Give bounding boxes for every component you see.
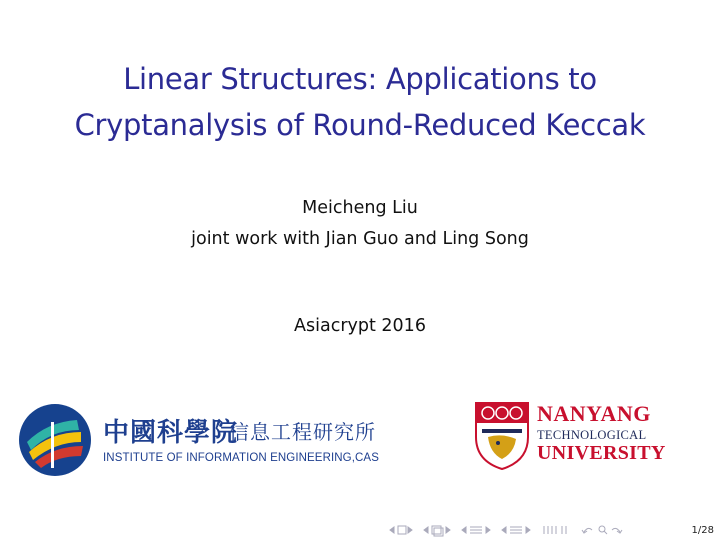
nav-frame-prev-icon[interactable] — [390, 527, 394, 533]
title-line-1: Linear Structures: Applications to — [123, 62, 597, 96]
page-number: 1/28 — [691, 525, 714, 536]
nav-subsection-prev-icon[interactable] — [424, 527, 428, 533]
nav-frame-icon[interactable] — [398, 526, 406, 534]
ntu-name-line-2: TECHNOLOGICAL — [537, 428, 647, 442]
iie-english-name: INSTITUTE OF INFORMATION ENGINEERING,CAS — [103, 452, 379, 464]
nav-forward-icon[interactable] — [612, 528, 622, 533]
nav-part-next-icon[interactable] — [526, 527, 530, 533]
nav-section-prev-icon[interactable] — [462, 527, 466, 533]
iie-emblem-icon — [17, 402, 93, 478]
nav-section-icon[interactable] — [470, 527, 482, 533]
ntu-crest-icon — [474, 401, 530, 471]
ntu-name-line-3: UNIVERSITY — [537, 442, 666, 464]
author-block — [0, 193, 720, 255]
nav-back-icon[interactable] — [582, 528, 592, 533]
nav-part-icon[interactable] — [510, 527, 522, 533]
iie-chinese-name: 信息工程研究所 — [229, 420, 376, 444]
ntu-name-line-1: NANYANG — [537, 401, 651, 426]
nav-subsection-icon[interactable] — [432, 526, 443, 536]
nav-doc-begin-icon[interactable] — [544, 526, 556, 534]
beamer-navigation-bar — [386, 523, 638, 537]
nav-doc-end-icon[interactable] — [562, 526, 566, 534]
iie-logo — [17, 402, 397, 478]
nav-section-next-icon[interactable] — [486, 527, 490, 533]
iie-chinese-calligraphy: 中國科學院 — [103, 418, 239, 448]
venue: Asiacrypt 2016 — [294, 316, 426, 336]
title-line-2: Cryptanalysis of Round-Reduced Keccak — [74, 108, 646, 142]
slide-title — [0, 56, 720, 148]
ntu-logo — [474, 401, 674, 473]
nav-search-icon[interactable] — [599, 526, 607, 534]
nav-subsection-next-icon[interactable] — [446, 527, 450, 533]
nav-frame-next-icon[interactable] — [408, 527, 412, 533]
nav-part-prev-icon[interactable] — [502, 527, 506, 533]
author-name: Meicheng Liu — [302, 198, 418, 218]
coauthors-line: joint work with Jian Guo and Ling Song — [191, 229, 529, 249]
